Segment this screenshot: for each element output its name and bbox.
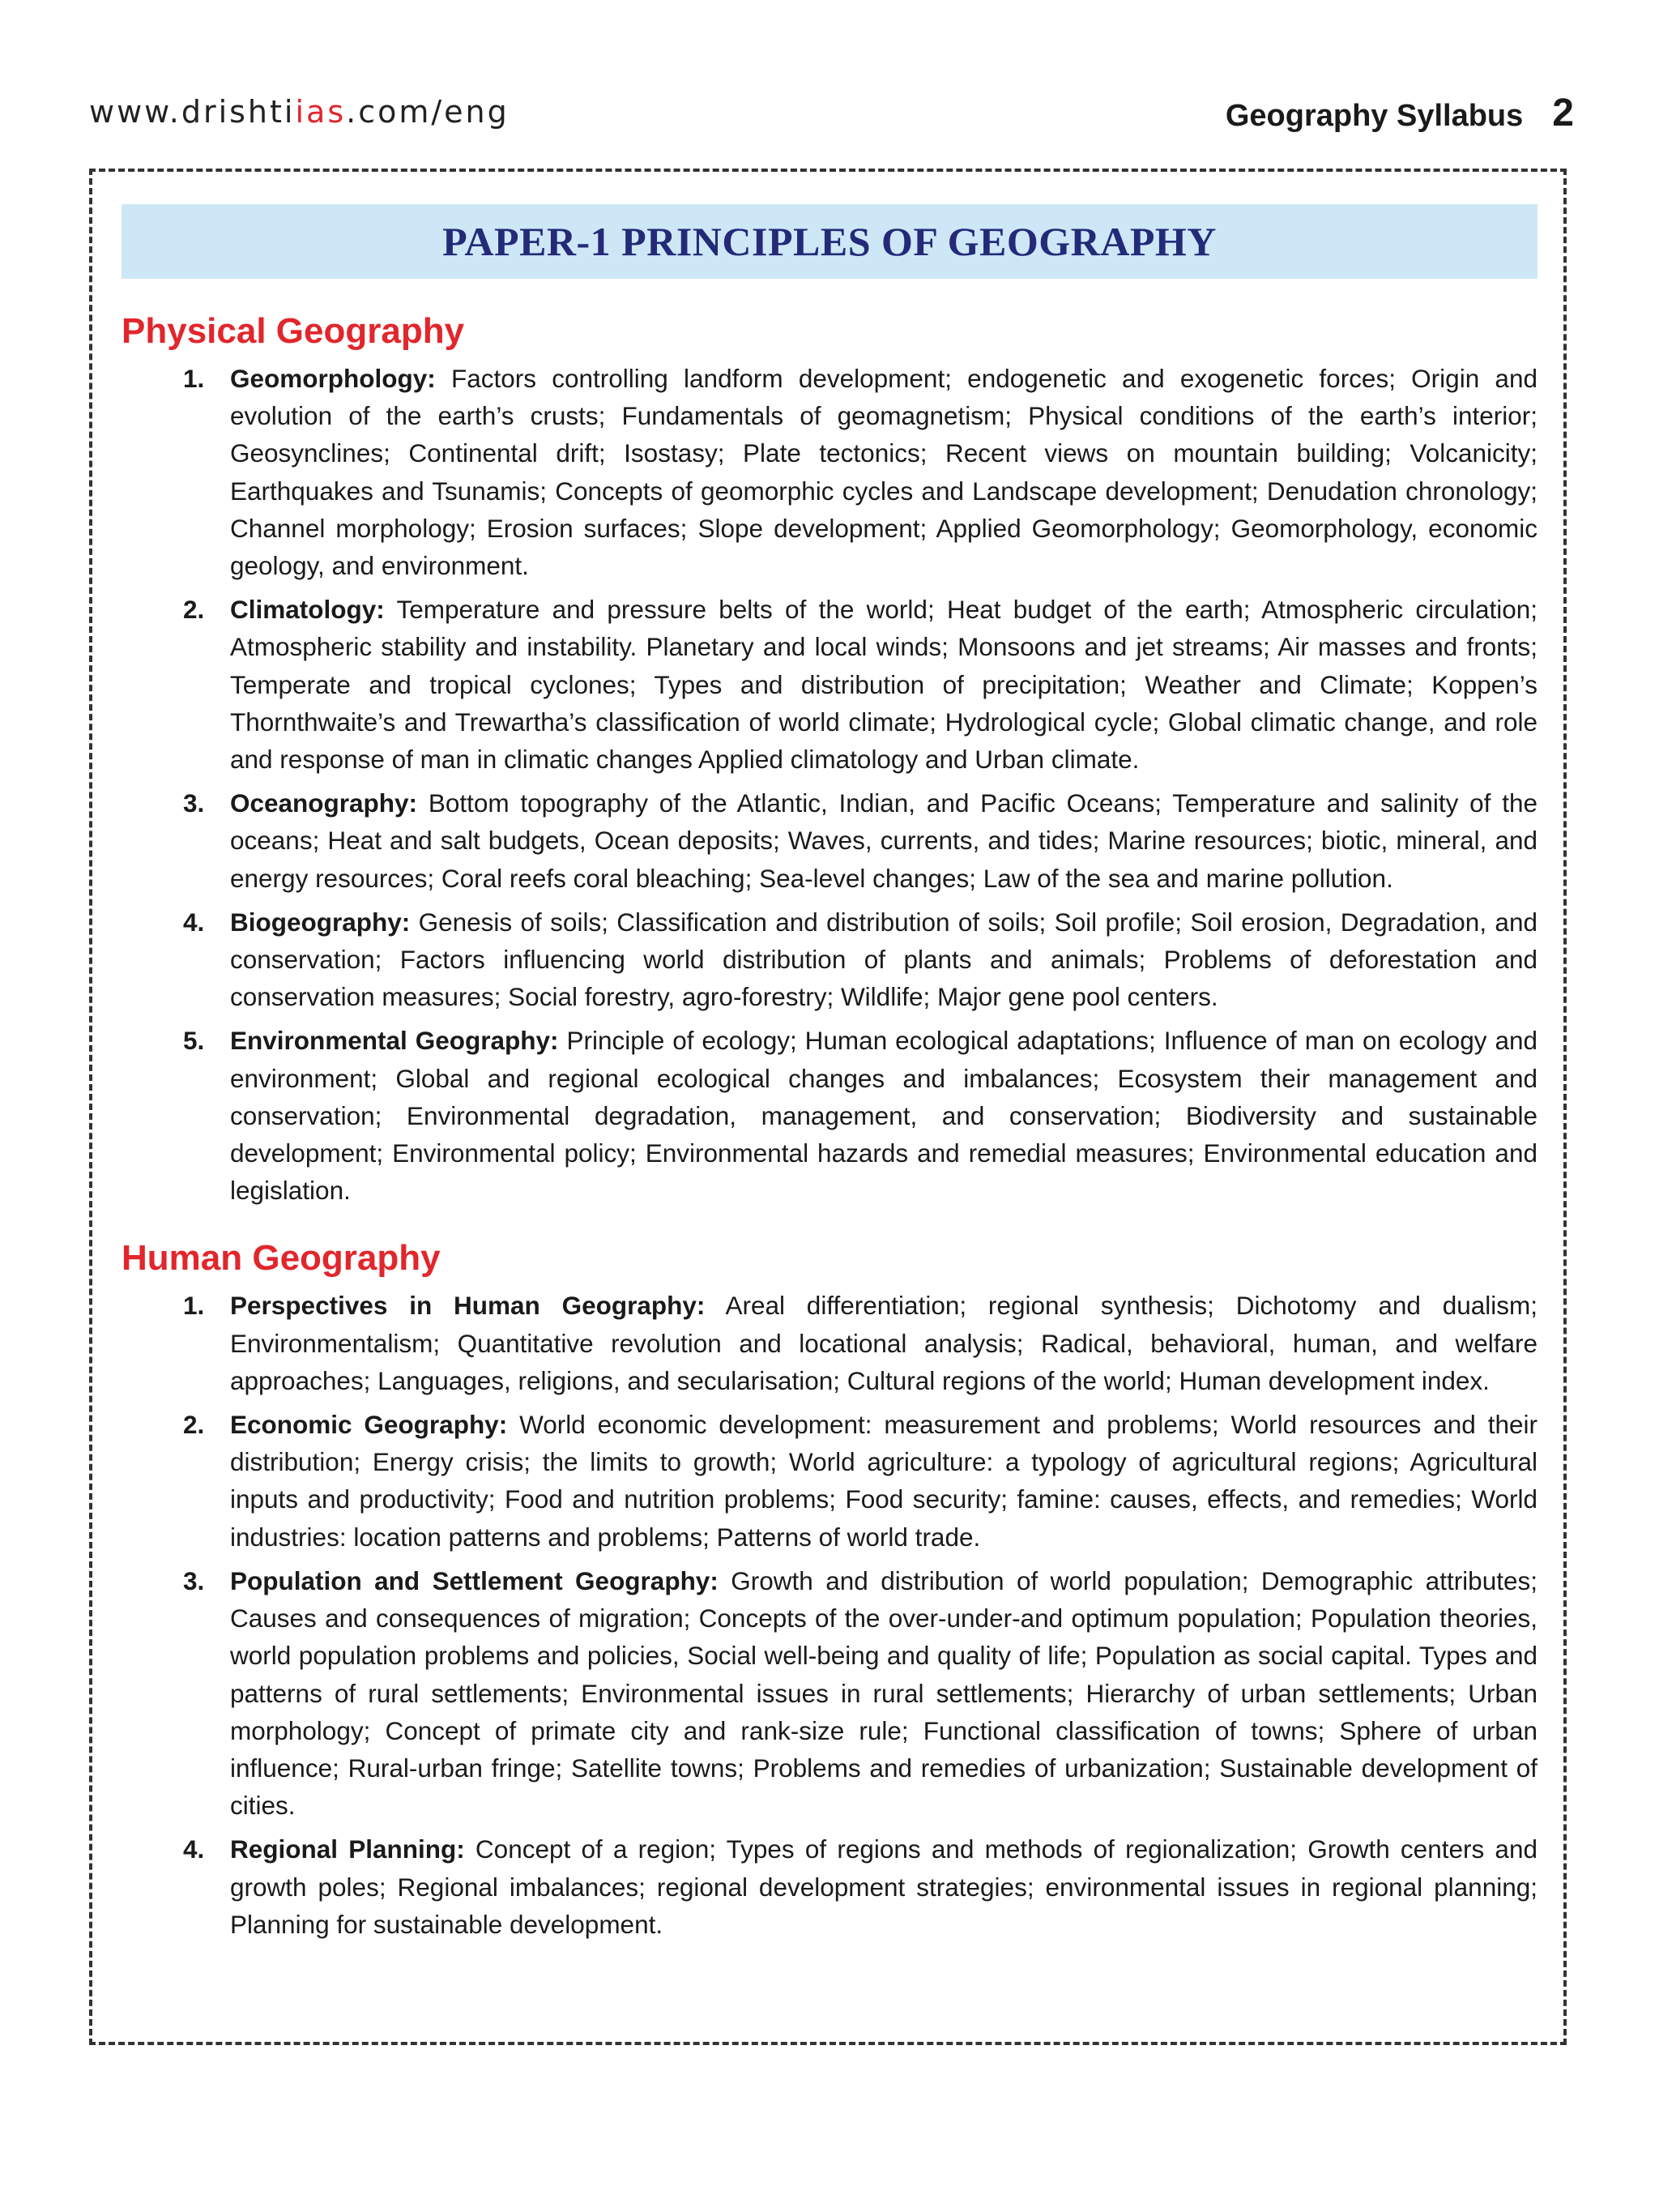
item-text: Principle of ecology; Human ecological adaptations; Influence of man on ecology and environment; Global and regional ecological changes and imbalances; Ecosystem their management and conservation; Environmental degradation, management, and conservation; Biodiversity and sustainable development; Environmental policy; Environmental hazards and remedial measures; Environmental education and legislation.	[230, 1026, 1537, 1206]
item-number: 3.	[183, 1565, 205, 1595]
item-topic: Environmental Geography:	[230, 1026, 559, 1056]
physical-geography-list	[122, 360, 1537, 1209]
item-number: 1.	[183, 1291, 205, 1321]
item-text: World economic development: measurement and problems; World resources and their distribution; Energy crisis; the limits to growth; World agriculture: a typology of agricultural regions; Agricultural inputs and productivity; Food and nutrition problems; Food security; famine: causes, effects, and remedies; World industries: location patterns and problems; Patterns of world trade.	[230, 1410, 1537, 1552]
paper-banner	[122, 204, 1537, 279]
list-item	[122, 1830, 1537, 1943]
item-text: Factors controlling landform development; endogenetic and exogenetic forces; Origin and evolution of the earth’s crusts; Fundamentals of geomagnetism; Physical conditions of the earth’s interior; Geosynclines; Continental drift; Isostasy; Plate tectonics; Recent views on mountain building; Volcanicity; Earthquakes and Tsunamis; Concepts of geomorphic cycles and Landscape development; Denudation chronology; Channel morphology; Erosion surfaces; Slope development; Applied Geomorphology; Geomorphology, economic geology, and environment.	[230, 364, 1537, 581]
section-spacer	[122, 1215, 1537, 1236]
section-heading-human-geography: Human Geography	[122, 1238, 441, 1279]
item-number: 4.	[183, 1834, 205, 1864]
item-text: Concept of a region; Types of regions and methods of regionalization; Growth centers and growth poles; Regional imbalances; regional development strategies; environmental issues in regional planning; Planning for sustainable development.	[230, 1834, 1537, 1939]
list-item	[122, 784, 1537, 897]
item-number: 2.	[183, 1410, 205, 1440]
page-number: 2	[1552, 92, 1574, 135]
item-text: Temperature and pressure belts of the world; Heat budget of the earth; Atmospheric circulation; Atmospheric stability and instability. Planetary and local winds; Monsoons and jet streams; Air masses and fronts; Temperate and tropical cyclones; Types and distribution of precipitation; Weather and Climate; Koppen’s Thornthwaite’s and Trewartha’s classification of world climate; Hydrological cycle; Global climatic change, and role and response of man in climatic changes Applied climatology and Urban climate.	[230, 595, 1537, 775]
item-number: 3.	[183, 788, 205, 818]
item-topic: Economic Geography:	[230, 1410, 508, 1440]
list-item	[122, 360, 1537, 584]
list-item	[122, 1287, 1537, 1399]
item-text: Areal differentiation; regional synthesis; Dichotomy and dualism; Environmentalism; Quantitative revolution and locational analysis; Radical, behavioral, human, and welfare approaches; Languages, religions, and secularisation; Cultural regions of the world; Human development index.	[230, 1291, 1537, 1395]
item-topic: Oceanography:	[230, 788, 418, 818]
paper-title: PAPER-1 PRINCIPLES OF GEOGRAPHY	[442, 219, 1217, 264]
list-item	[122, 1022, 1537, 1209]
item-topic: Population and Settlement Geography:	[230, 1565, 719, 1595]
human-geography-list	[122, 1287, 1537, 1942]
url-suffix: .com/eng	[346, 94, 510, 130]
syllabus-content	[122, 310, 1537, 1949]
item-number: 1.	[183, 364, 205, 393]
item-topic: Geomorphology:	[230, 364, 436, 393]
list-item	[122, 1406, 1537, 1556]
document-title: Geography Syllabus	[1225, 99, 1524, 133]
item-number: 2.	[183, 595, 205, 625]
item-topic: Regional Planning:	[230, 1834, 465, 1864]
site-url[interactable]	[89, 94, 510, 130]
list-item	[122, 903, 1537, 1016]
item-number: 5.	[183, 1026, 205, 1056]
list-item	[122, 591, 1537, 778]
url-accent: ias	[295, 94, 347, 130]
url-prefix: www.drishti	[89, 94, 296, 130]
item-text: Bottom topography of the Atlantic, Indian, and Pacific Oceans; Temperature and salinity of the oceans; Heat and salt budgets, Ocean deposits; Waves, currents, and tides; Marine resources; biotic, mineral, and energy resources; Coral reefs coral bleaching; Sea-level changes; Law of the sea and marine pollution.	[230, 788, 1537, 893]
item-text: Genesis of soils; Classification and distribution of soils; Soil profile; Soil erosion, Degradation, and conservation; Factors influencing world distribution of plants and animals; Problems of deforestation and conservation measures; Social forestry, agro-forestry; Wildlife; Major gene pool centers.	[230, 907, 1537, 1012]
section-heading-physical-geography: Physical Geography	[122, 311, 465, 351]
item-topic: Climatology:	[230, 595, 385, 625]
item-number: 4.	[183, 907, 205, 937]
item-topic: Biogeography:	[230, 907, 411, 937]
page-header-right	[1226, 91, 1574, 135]
item-topic: Perspectives in Human Geography:	[230, 1291, 706, 1321]
list-item	[122, 1562, 1537, 1824]
item-text: Growth and distribution of world population; Demographic attributes; Causes and consequences of migration; Concepts of the over-under-and optimum population; Population theories, world population problems and policies, Social well-being and quality of life; Population as social capital. Types and patterns of rural settlements; Environmental issues in rural settlements; Hierarchy of urban settlements; Urban morphology; Concept of primate city and rank-size rule; Functional classification of towns; Sphere of urban influence; Rural-urban fringe; Satellite towns; Problems and remedies of urbanization; Sustainable development of cities.	[230, 1565, 1537, 1821]
